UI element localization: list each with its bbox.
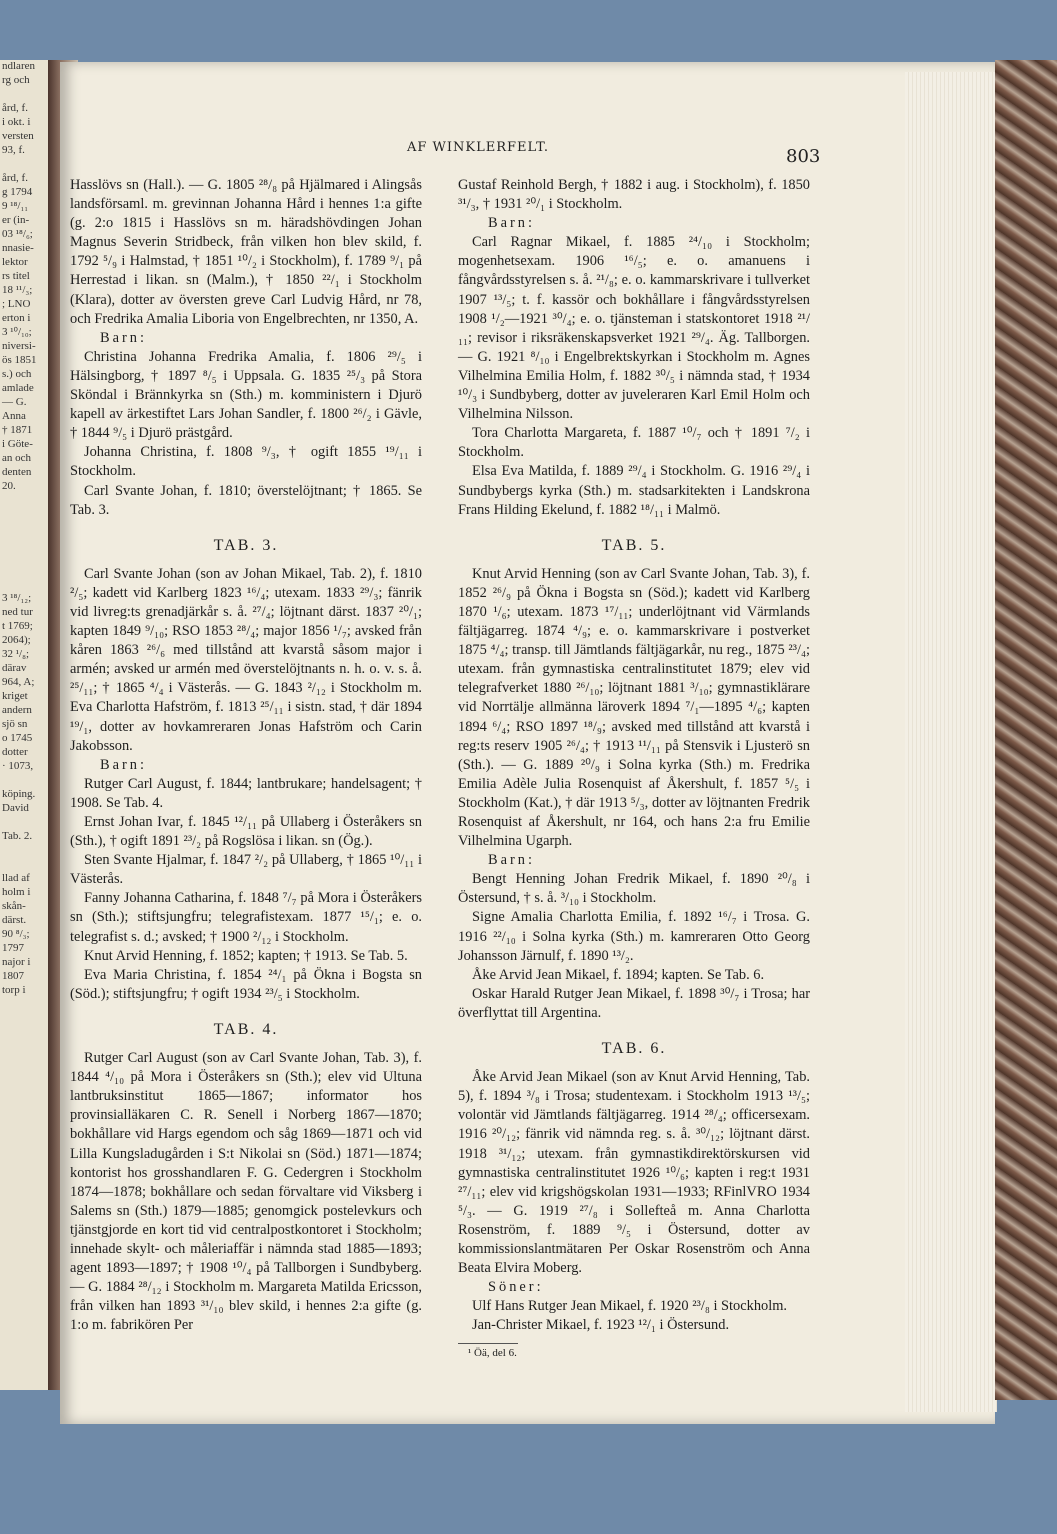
children-heading: Barn: [100, 329, 147, 346]
left-page-fragment [0, 816, 48, 829]
left-page-fragment [0, 508, 48, 521]
entry-paragraph: Åke Arvid Jean Mikael, f. 1894; kapten. Se Tab. 6. [472, 966, 765, 983]
left-column [70, 176, 422, 1335]
left-page-fragment: t 1769; [2, 620, 33, 632]
table-heading: TAB. 5. [601, 536, 667, 554]
children-heading: Barn: [488, 215, 535, 232]
entry-paragraph: Knut Arvid Henning (son av Carl Svante Johan, Tab. 3), f. 1852 ²⁶/₉ på Ökna i Bogsta sn (Söd.); kadett vid Karlberg 1870 ¹/₆; utexam. 1873 ¹⁷/₁₁; underlöjtnant vid Värmlands fältjägarreg. 1874 ⁴/₉; e. o. kammarskrivare i postverket 1875 ⁴/₄; transp. till Jämtlands fältjägarkår, nu reg., 1875 ²³/₄; utexam. från gymnastiska centralinstitutet 1879; elev vid telegrafverket 1880 ²⁶/₁₀; löjtnant 1881 ³/₁₀; gymnastiklärare vid Norrtälje allmänna läroverk 1894 ⁷/₁—1895 ⁴/₆; kapten 1894 ⁶/₄; RSO 1897 ¹⁸/₉; avsked med tillstånd att kvarstå i reg:ts reserv 1905 ²⁶/₄; † 1913 ¹¹/₁₁ på Stensvik i Ljusterö sn (Sth.). — G. 1889 ²⁰/₉ i Solna kyrka (Sth.) m. Fredrika Emilia Adèle Julia Rosenquist af Åkershult, f. 1857 ⁵/₅ i Stockholm (Kat.), † där 1913 ⁵/₃, dotter av löjtnanten Fredrik Rosenquist af Åkershult, nr 164, och hans 2:a fru Emilie Vilhelmina Ugarph. [458, 565, 810, 850]
left-page-fragment: erton i [2, 312, 31, 324]
left-page-fragment: 93, f. [2, 144, 25, 156]
children-heading: Barn: [100, 756, 147, 773]
left-page-fragment: najor i [2, 956, 31, 968]
footnote: ¹ Öä, del 6. [468, 1347, 517, 1360]
entry-paragraph: Rutger Carl August, f. 1844; lantbrukare; handelsagent; † 1908. Se Tab. 4. [70, 775, 422, 811]
entry-paragraph: Johanna Christina, f. 1808 ⁹/₃, † ogift 1855 ¹⁹/₁₁ i Stockholm. [70, 444, 422, 480]
left-page-fragment: 3 ¹⁰/₁₀; [2, 326, 32, 338]
page-stack-edge [905, 72, 997, 1412]
entry-paragraph: Eva Maria Christina, f. 1854 ²⁴/₁ på Ökna i Bogsta sn (Söd.); stiftsjungfru; † ogift 1934 ²³/₅ i Stockholm. [70, 966, 422, 1002]
left-page-fragment: † 1871 [2, 424, 33, 436]
entry-paragraph: Gustaf Reinhold Bergh, † 1882 i aug. i Stockholm), f. 1850 ³¹/₃, † 1931 ²⁰/₁ i Stockholm. [458, 177, 810, 213]
entry-paragraph: Åke Arvid Jean Mikael (son av Knut Arvid Henning, Tab. 5), f. 1894 ³/₈ i Trosa; studentexam. i Stockholm 1913 ¹³/₅; volontär vid Jämtlands fältjägarreg. 1914 ²⁸/₄; officersexam. 1916 ²⁰/₁₂; fänrik vid nämnda reg. s. å. ³⁰/₁₂; löjtnant därst. 1918 ³¹/₁₂; utexam. från gymnastikdirektörskursen vid gymnastiska centralinstitutet 1926 ¹⁰/₆; kapten i reg:t 1931 ²⁷/₁₁; elev vid krigshögskolan 1931—1933; RFinlVRO 1934 ⁵/₃. — G. 1919 ²⁷/₈ i Sollefteå m. Anna Charlotta Rosenström, f. 1889 ⁹/₅ i Östersund, dotter av kommissionslantmätaren Per Oskar Rosenström och Anna Beata Elvira Moberg. [458, 1069, 810, 1277]
children-heading: Söner: [488, 1279, 544, 1296]
left-page-fragment: ård, f. [2, 102, 28, 114]
left-page-fragment: Tab. 2. [2, 830, 33, 842]
left-page-fragment [0, 550, 48, 563]
left-page-fragment: amlade [2, 382, 34, 394]
entry-paragraph: Fanny Johanna Catharina, f. 1848 ⁷/₇ på Mora i Österåkers sn (Sth.); stiftsjungfru; telegrafistexam. 1877 ¹⁵/₁; e. o. telegrafist s. d.; avsked; † 1900 ²/₁₂ i Stockholm. [70, 890, 422, 945]
entry-paragraph: Ernst Johan Ivar, f. 1845 ¹²/₁₁ på Ullaberg i Österåkers sn (Sth.), † ogift 1891 ²³/₂ på Rogslösa i likan. sn (Ög.). [70, 814, 422, 850]
left-page-fragment [0, 564, 48, 577]
left-page-fragment: sjö sn [2, 718, 28, 730]
left-page-fragment: i Göte- [2, 438, 33, 450]
left-page-fragment: ; LNO [2, 298, 31, 310]
left-page-fragment: andern [2, 704, 32, 716]
entry-paragraph: Hasslövs sn (Hall.). — G. 1805 ²⁸/₈ på Hjälmared i Alingsås landsförsaml. m. grevinnan Johanna Hård i hennes 1:a gifte (g. 2:o 1815 i Hasslövs sn m. häradshövdingen Johan Magnus Severin Stridbeck, från vilken hon blev skild, f. 1792 ⁵/₉ i Halmstad, † 1851 ¹⁰/₂ i Stockholm), f. 1789 ⁹/₁ på Herrestad i likan. sn (Malm.), † 1850 ²²/₁ i Stockholm (Klara), dotter av översten greve Carl Ludvig Hård, nr 78, och Fredrika Amalia Liboria von Engelbrechten, nr 1350, A. [70, 177, 422, 327]
left-page-fragment: därst. [2, 914, 27, 926]
entry-paragraph: Jan-Christer Mikael, f. 1923 ¹²/₁ i Östersund. [472, 1317, 730, 1334]
left-page-fragment: rg och [2, 74, 30, 86]
left-page-fragment: lektor [2, 256, 28, 268]
left-page-fragment: ned tur [2, 606, 33, 618]
left-page-fragment: — G. [2, 396, 27, 408]
left-page-fragment [0, 88, 48, 101]
left-page-fragment: 9 ¹⁸/₁₁ [2, 200, 29, 212]
entry-paragraph: Tora Charlotta Margareta, f. 1887 ¹⁰/₇ och † 1891 ⁷/₂ i Stockholm. [458, 425, 810, 461]
left-page-fragment: · 1073, [2, 760, 34, 772]
left-page-fragment: i okt. i [2, 116, 31, 128]
entry-paragraph: Carl Ragnar Mikael, f. 1885 ²⁴/₁₀ i Stockholm; mogenhetsexam. 1906 ¹⁶/₅; e. o. amanuens i fångvårdsstyrelsen s. å. ²¹/₈; e. o. kammarskrivare i tullverket 1907 ¹³/₅; t. f. kassör och bokhållare i fångvårdsstyrelsen 1908 ¹/₂—1921 ³⁰/₄; e. o. tjänsteman i statskontoret 1918 ²¹/₁₁; revisor i riksräkenskapsverket 1921 ²⁹/₄. Äg. Tallborgen. — G. 1921 ⁸/₁₀ i Engelbrektskyrkan i Stockholm m. Agnes Vilhelmina Emilia Holm, f. 1882 ³⁰/₅ i nämnda stad, † 1934 ¹⁰/₃ i Sundbyberg, dotter av juveleraren Karl Emil Holm och Vilhelmina Nilsson. [458, 234, 810, 423]
left-page-fragment: kriget [2, 690, 28, 702]
table-heading: TAB. 3. [213, 536, 279, 554]
left-page-fragment: David [2, 802, 29, 814]
entry-paragraph: Rutger Carl August (son av Carl Svante Johan, Tab. 3), f. 1844 ⁴/₁₀ på Mora i Österåkers sn (Sth.); elev vid Ultuna lantbruksinstitut 1865—1867; informator hos provinsialläkaren C. R. Senell i Norberg 1867—1870; bokhållare vid Hargs egendom och såg 1869—1871 och vid Lilla Kungsladugården i S:t Nikolai sn (Söd.) 1871—1874; kontorist hos grosshandlaren F. G. Cedergren i Stockholm 1874—1878; bokhållare och sedan förvaltare vid Viksberg i Salems sn (Sth.) 1879—1885; genomgick postelevkurs och tjänstgjorde en kort tid vid centralpostkontoret i Stockholm; innehade skylt- och måleriaffär i nämnda stad 1885—1893; agent 1893—1897; † 1908 ¹⁰/₄ på Tallborgen i Sundbyberg. — G. 1884 ²⁸/₁₂ i Stockholm m. Margareta Matilda Ericsson, från vilken han 1893 ³¹/₁₀ blev skild, i hennes 2:a gifte (g. 1:o m. fabrikören Per [70, 1050, 422, 1334]
left-page-fragment: köping. [2, 788, 36, 800]
entry-paragraph: Bengt Henning Johan Fredrik Mikael, f. 1890 ²⁰/₈ i Östersund, † s. å. ³/₁₀ i Stockholm. [458, 871, 810, 907]
left-page-fragment: 1797 [2, 942, 24, 954]
left-page-fragment: versten [2, 130, 34, 142]
entry-paragraph: Carl Svante Johan (son av Johan Mikael, Tab. 2), f. 1810 ²/₅; kadett vid Karlberg 1823 ¹⁶/₄; utexam. 1833 ²⁹/₃; fänrik vid livreg:ts grenadjärkår s. å. ²⁷/₄; löjtnant därst. 1837 ²⁰/₁; kapten 1849 ⁹/₁₀; RSO 1853 ²⁸/₄; major 1856 ¹/₇; avsked från kåren 1863 ²⁶/₆ med tillstånd att kvarstå såsom major i armén; avsked ur armén med överstelöjtnants n. h. o. v. s. å. ²⁵/₁₁; † 1865 ⁴/₄ i Västerås. — G. 1843 ²/₁₂ i Stockholm m. Eva Charlotta Hafström, f. 1813 ²⁵/₁₁ i sistn. stad, † där 1894 ¹⁹/₁, dotter av hovkamreraren Jonas Hafström och Carin Jakobsson. [70, 565, 422, 754]
page-number: 803 [786, 146, 821, 167]
left-page-fragment [0, 578, 48, 591]
entry-paragraph: Signe Amalia Charlotta Emilia, f. 1892 ¹⁶/₇ i Trosa. G. 1916 ²²/₁₀ i Solna kyrka (Sth.) m. kamreraren Otto Georg Johansson Järnulf, f. 1890 ¹³/₂. [458, 909, 810, 964]
left-page-fragment: 03 ¹⁸/₆; [2, 228, 33, 240]
left-page-fragment: 3 ¹⁸/₁₂; [2, 592, 32, 604]
left-page-fragment: därav [2, 662, 27, 674]
left-page-fragment: skån- [2, 900, 26, 912]
left-page-fragment: 90 ⁸/₃; [2, 928, 30, 940]
running-head: AF WINKLERFELT. [406, 140, 549, 155]
left-page-fragment: 32 ¹/₈; [2, 648, 29, 660]
left-page-fragment: rs titel [2, 270, 30, 282]
table-heading: TAB. 6. [601, 1040, 667, 1058]
left-page-fragment: ös 1851 [2, 354, 37, 366]
left-page-fragment: llad af [2, 872, 30, 884]
left-page-fragment: an och [2, 452, 32, 464]
left-page-fragment: denten [2, 466, 32, 478]
left-page-fragment [0, 522, 48, 535]
left-page-fragment: Anna [2, 410, 26, 422]
left-page-fragment: o 1745 [2, 732, 33, 744]
left-page-fragment: nnasie- [2, 242, 34, 254]
marbled-cover [995, 60, 1057, 1400]
left-page-fragment [0, 536, 48, 549]
right-column [458, 176, 810, 1364]
left-page-fragment: 20. [2, 480, 16, 492]
entry-paragraph: Knut Arvid Henning, f. 1852; kapten; † 1913. Se Tab. 5. [84, 947, 408, 964]
left-page-fragment [0, 158, 48, 171]
left-page-fragment: g 1794 [2, 186, 33, 198]
entry-paragraph: Christina Johanna Fredrika Amalia, f. 1806 ²⁹/₅ i Hälsingborg, † 1897 ⁸/₅ i Uppsala. G. 1835 ²⁵/₃ på Stora Sköndal i Brännkyrka sn (Sth.) m. komministern i Djurö kapell av ärkestiftet Lars Johan Sandler, f. 1800 ²⁶/₂ i Gävle, † 1844 ⁹/₅ i Djurö prästgård. [70, 348, 422, 442]
left-page-fragment: 964, A; [2, 676, 35, 688]
left-page-fragment: ndlaren [2, 60, 35, 72]
left-page-fragment: s.) och [2, 368, 32, 380]
left-page-fragment: er (in- [2, 214, 30, 226]
left-page-fragment: 1807 [2, 970, 24, 982]
children-heading: Barn: [488, 852, 535, 869]
entry-paragraph: Sten Svante Hjalmar, f. 1847 ²/₂ på Ullaberg, † 1865 ¹⁰/₁₁ i Västerås. [70, 852, 422, 888]
left-page-fragment: dotter [2, 746, 28, 758]
left-page-fragment: holm i [2, 886, 31, 898]
left-page-fragment [0, 494, 48, 507]
entry-paragraph: Oskar Harald Rutger Jean Mikael, f. 1898 ³⁰/₇ i Trosa; har överflyttat till Argentina. [458, 985, 810, 1021]
entry-paragraph: Ulf Hans Rutger Jean Mikael, f. 1920 ²³/₈ i Stockholm. [472, 1298, 788, 1315]
left-page-edge [0, 60, 50, 1390]
table-heading: TAB. 4. [213, 1020, 279, 1038]
left-page-fragment [0, 774, 48, 787]
left-page-fragment: 18 ¹¹/₃; [2, 284, 33, 296]
entry-paragraph: Carl Svante Johan, f. 1810; överstelöjtnant; † 1865. Se Tab. 3. [70, 482, 422, 518]
left-page-fragment [0, 858, 48, 871]
left-page-fragment: ård, f. [2, 172, 28, 184]
left-page-fragment [0, 844, 48, 857]
left-page-fragment: niversi- [2, 340, 36, 352]
left-page-fragment: torp i [2, 984, 26, 996]
entry-paragraph: Elsa Eva Matilda, f. 1889 ²⁹/₄ i Stockholm. G. 1916 ²⁹/₄ i Sundbybergs kyrka (Sth.) m. stadsarkitekten i Landskrona Frans Hilding Ekelund, f. 1882 ¹⁸/₁₁ i Malmö. [458, 463, 810, 518]
left-page-fragment: 2064); [2, 634, 31, 646]
